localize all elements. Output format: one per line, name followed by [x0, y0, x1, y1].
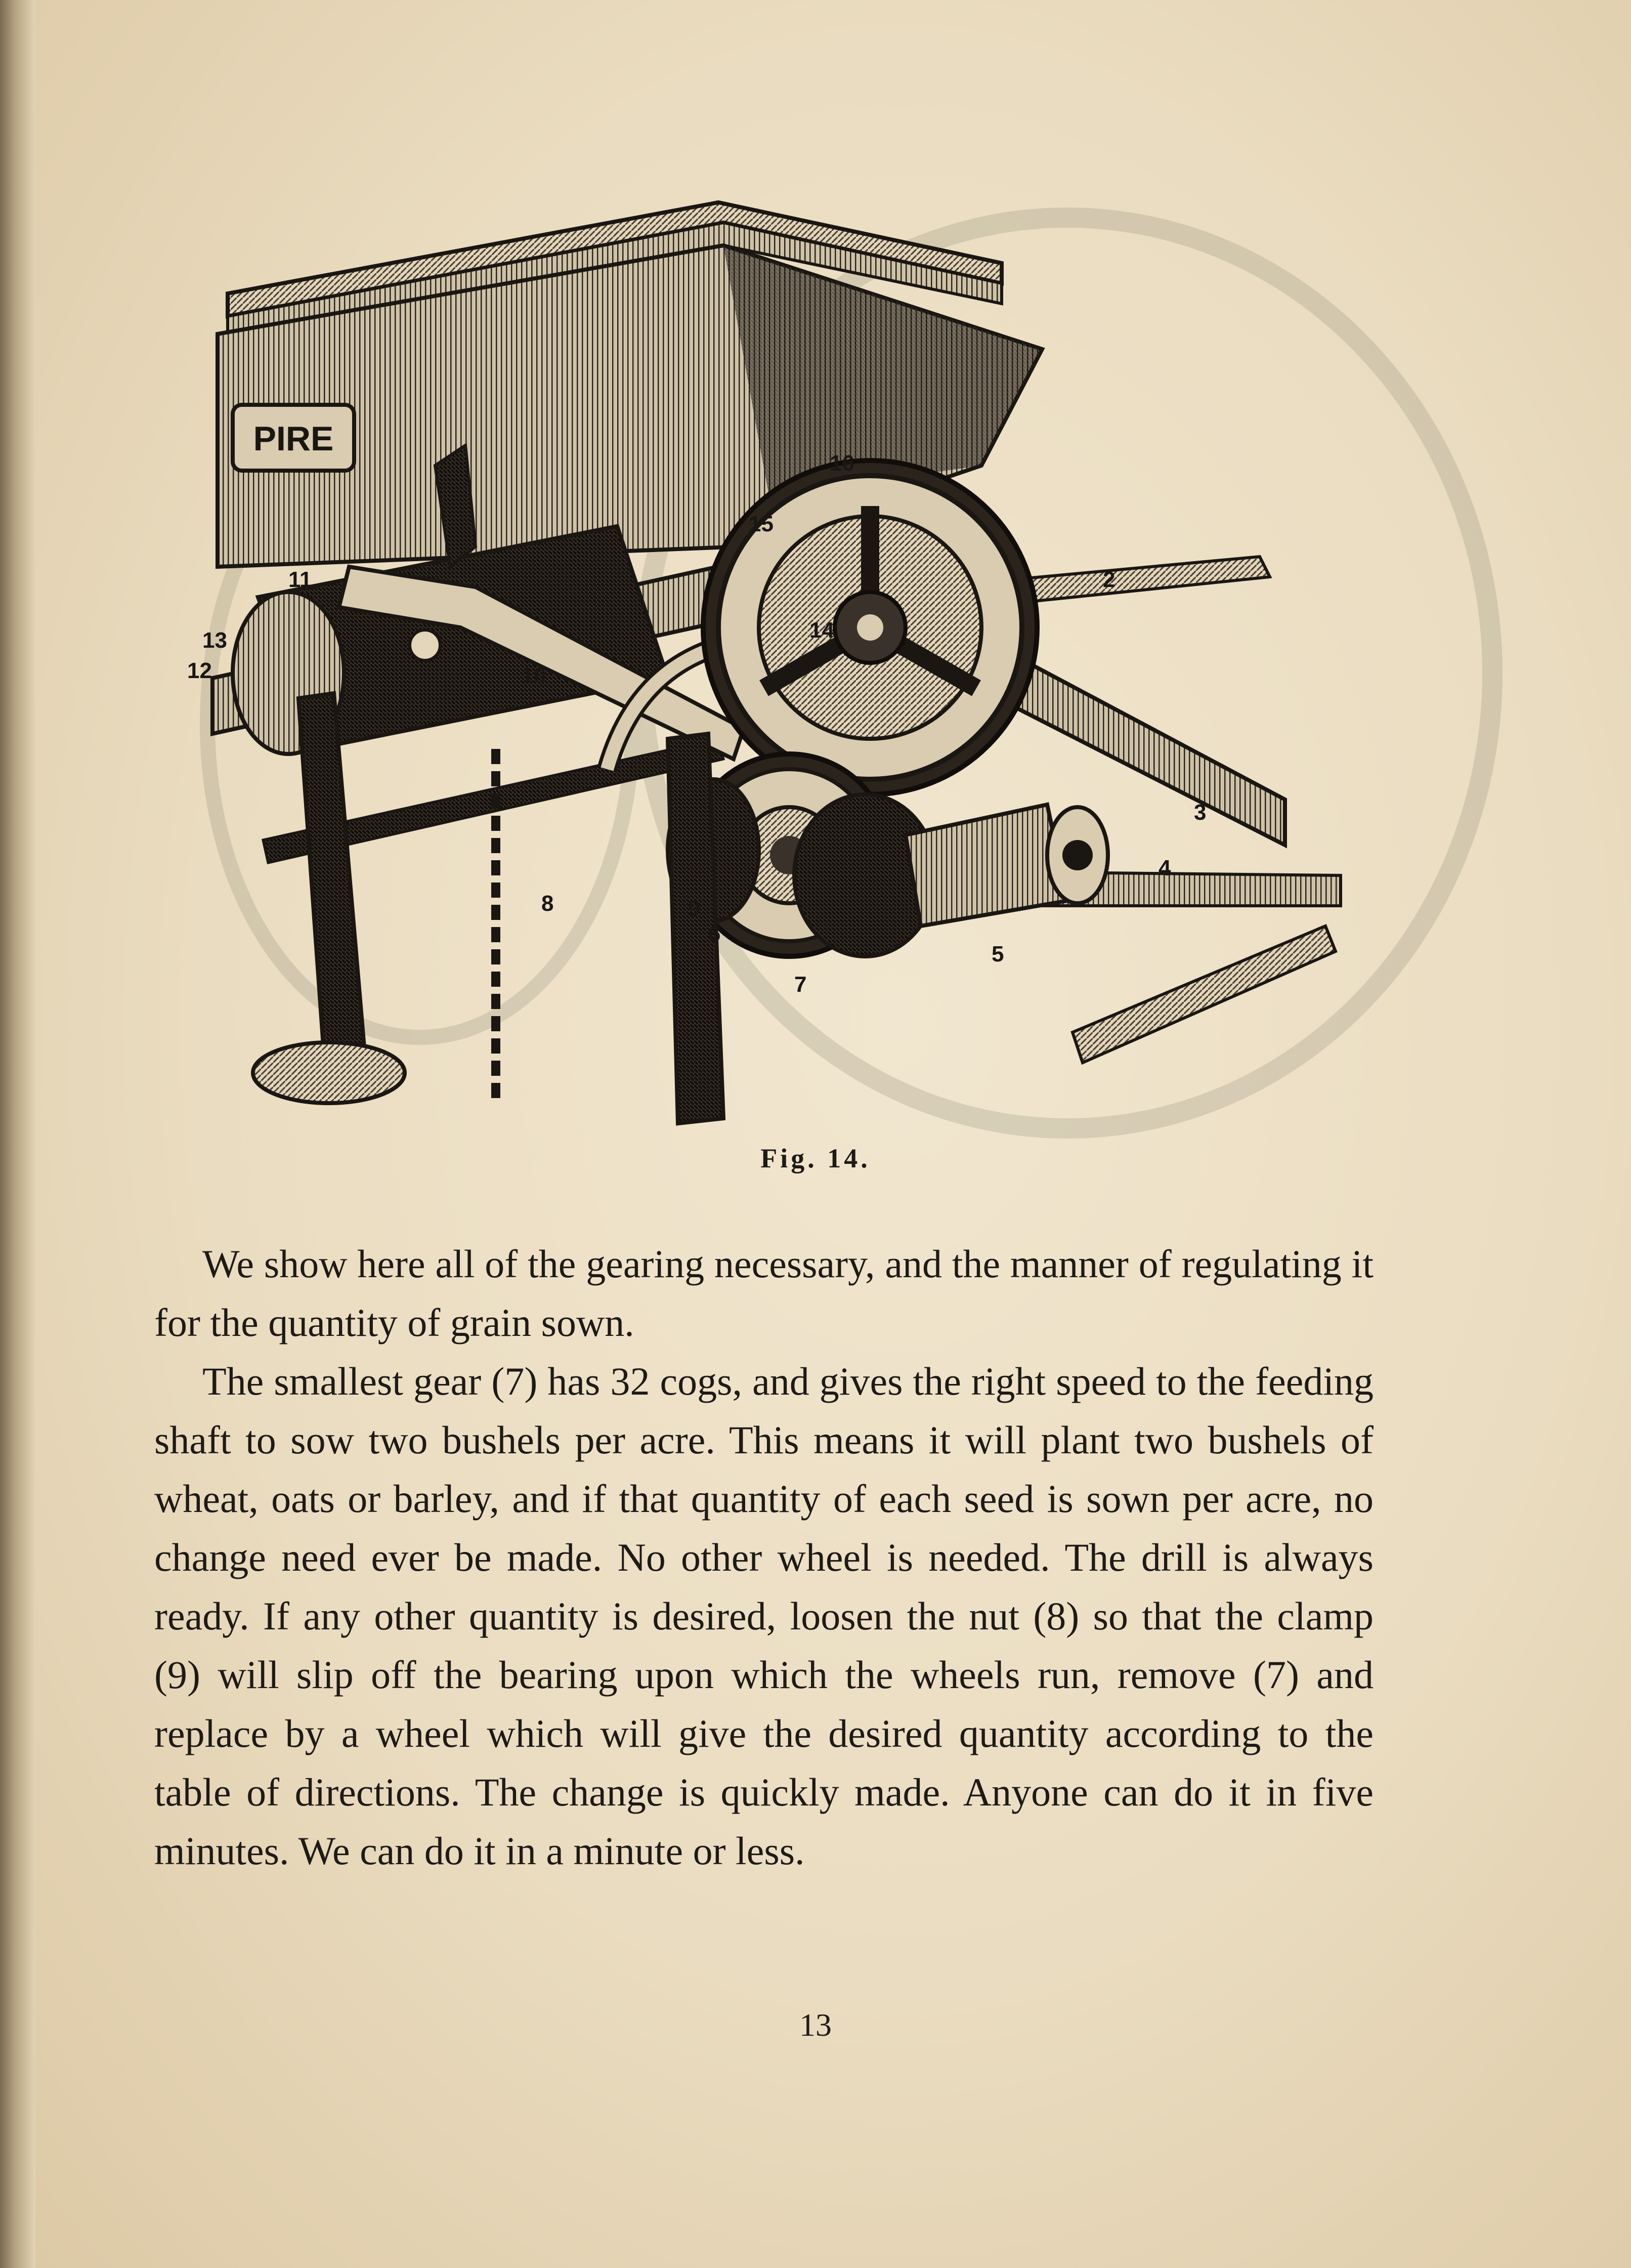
callout-10: 10	[521, 663, 546, 688]
seed-drill-gearing-illustration	[187, 182, 1386, 1144]
callout-3: 3	[1194, 800, 1207, 825]
callout-11: 11	[288, 567, 312, 592]
callout-4: 4	[1158, 856, 1171, 880]
callout-14: 14	[809, 618, 834, 643]
callout-13: 13	[202, 628, 227, 653]
callout-8: 8	[541, 891, 554, 916]
callout-16: 16	[830, 451, 854, 476]
callout-6: 6	[708, 921, 721, 946]
callout-12: 12	[187, 658, 212, 683]
callout-5: 5	[992, 942, 1004, 967]
callout-15: 15	[749, 512, 774, 536]
paragraph: We show here all of the gearing necessary, and the manner of regulating it for the quantity of grain sown.	[154, 1242, 1374, 1345]
binding-gutter	[0, 0, 35, 2268]
hopper-lettering: PIRE	[253, 419, 334, 458]
large-gear-14	[703, 460, 1037, 794]
paragraph: The smallest gear (7) has 32 cogs, and gives the right speed to the feeding shaft to sow two bushels per acre. This means it will plant two bushels of wheat, oats or barley, and if that quantity of each seed is sown per acre, no change need ever be made. No other wheel is needed. The drill is always ready. If any other quantity is desired, loosen the nut (8) so that the clamp (9) will slip off the bearing upon which the wheels run, remove (7) and replace by a wheel which will give the desired quantity according to the table of directions. The change is quickly made. Anyone can do it in five minutes. We can do it in a minute or less.	[154, 1359, 1374, 1873]
callout-9: 9	[688, 896, 701, 921]
body-text	[154, 1235, 1374, 1880]
figure-caption: Fig. 14.	[760, 1143, 871, 1173]
callout-7: 7	[794, 972, 807, 997]
callout-2: 2	[1103, 567, 1115, 592]
page-number: 13	[799, 2007, 832, 2043]
